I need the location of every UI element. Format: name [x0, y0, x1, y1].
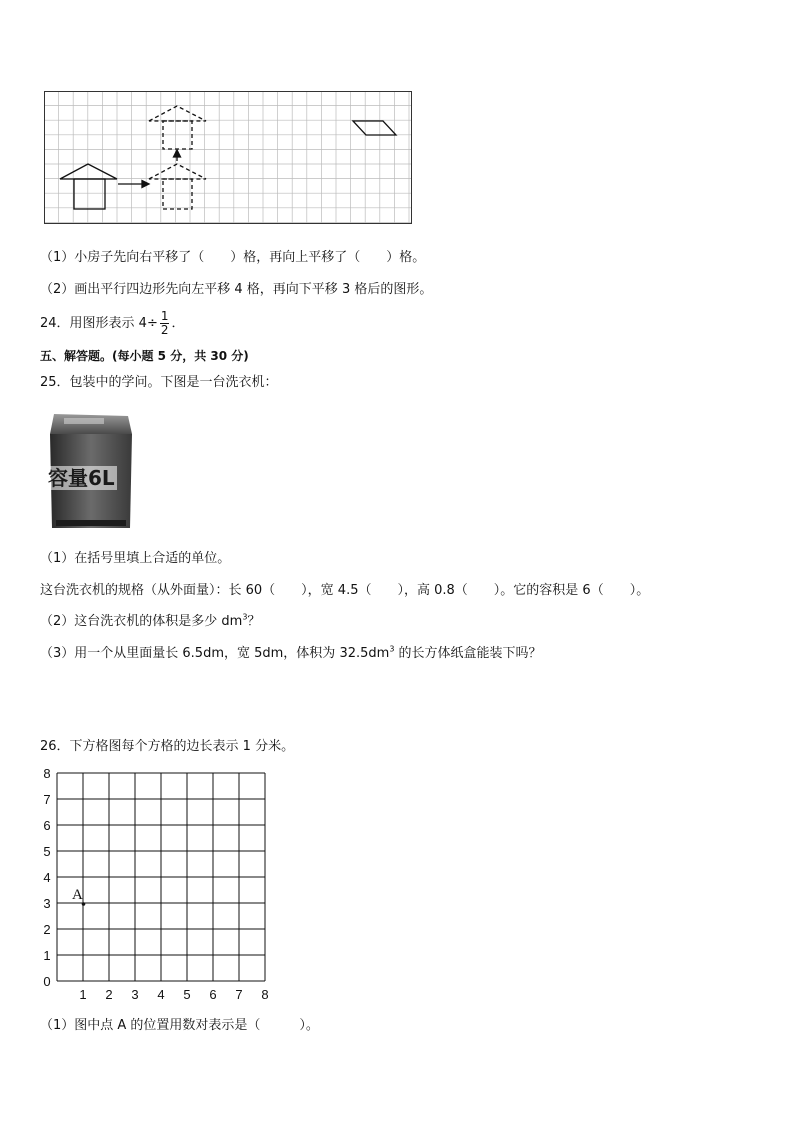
capacity-label: 容量6L: [48, 466, 115, 490]
y-tick-label: 5: [43, 844, 51, 859]
q26-sub1: （1）图中点 A 的位置用数对表示是（ ）。: [40, 1018, 319, 1033]
q25-sub2-text: （2）这台洗衣机的体积是多少 dm: [40, 614, 243, 629]
x-tick-label: 3: [131, 987, 139, 1002]
q25-sub3-end: 的长方体纸盒能装下吗？: [394, 646, 542, 661]
y-tick-label: 8: [43, 766, 51, 781]
q24-prefix: 24．用图形表示 4÷: [40, 316, 158, 331]
y-tick-label: 3: [43, 896, 51, 911]
x-tick-label: 5: [183, 987, 191, 1002]
y-tick-label: 7: [43, 792, 51, 807]
x-tick-label: 4: [157, 987, 165, 1002]
y-tick-label: 6: [43, 818, 51, 833]
x-tick-label: 7: [235, 987, 243, 1002]
section-title: 五、解答题。(每小题 5 分，共 30 分): [40, 349, 249, 363]
q25-sub3-text: （3）用一个从里面量长 6.5dm，宽 5dm，体积为 32.5dm: [40, 646, 390, 661]
q25-sub3: [40, 645, 542, 663]
q25-sub2-end: ？: [247, 614, 261, 629]
fraction-numerator: 1: [160, 309, 169, 323]
q26-intro: 26．下方格图每个方格的边长表示 1 分米。: [40, 739, 295, 754]
point-a-label: A: [72, 887, 83, 903]
q24-suffix: ．: [171, 316, 185, 331]
q25-sub2: [40, 613, 260, 631]
coordinate-grid: [30, 765, 280, 1005]
x-tick-label: 8: [261, 987, 269, 1002]
q25-sub1: （1）在括号里填上合适的单位。: [40, 551, 231, 566]
q23-sub1: （1）小房子先向右平移了（ ）格，再向上平移了（ ）格。: [40, 250, 426, 265]
fraction: [160, 310, 170, 337]
superscript: 3: [242, 612, 248, 622]
x-tick-label: 1: [79, 987, 87, 1002]
q23-sub2: （2）画出平行四边形先向左平移 4 格，再向下平移 3 格后的图形。: [40, 282, 433, 297]
superscript: 3: [389, 644, 395, 654]
x-tick-label: 6: [209, 987, 217, 1002]
y-tick-label: 4: [43, 870, 51, 885]
x-tick-label: 2: [105, 987, 113, 1002]
y-tick-label: 0: [43, 974, 51, 989]
q25-spec: 这台洗衣机的规格（从外面量）：长 60（ ），宽 4.5（ ），高 0.8（ ）。它的容积是 6（ ）。: [40, 583, 650, 598]
translation-grid-figure: [44, 91, 412, 224]
q25-intro: 25．包装中的学问。下图是一台洗衣机：: [40, 375, 278, 390]
q24: [40, 309, 185, 339]
y-tick-label: 1: [43, 948, 51, 963]
fraction-denominator: 2: [160, 323, 169, 337]
y-tick-label: 2: [43, 922, 51, 937]
